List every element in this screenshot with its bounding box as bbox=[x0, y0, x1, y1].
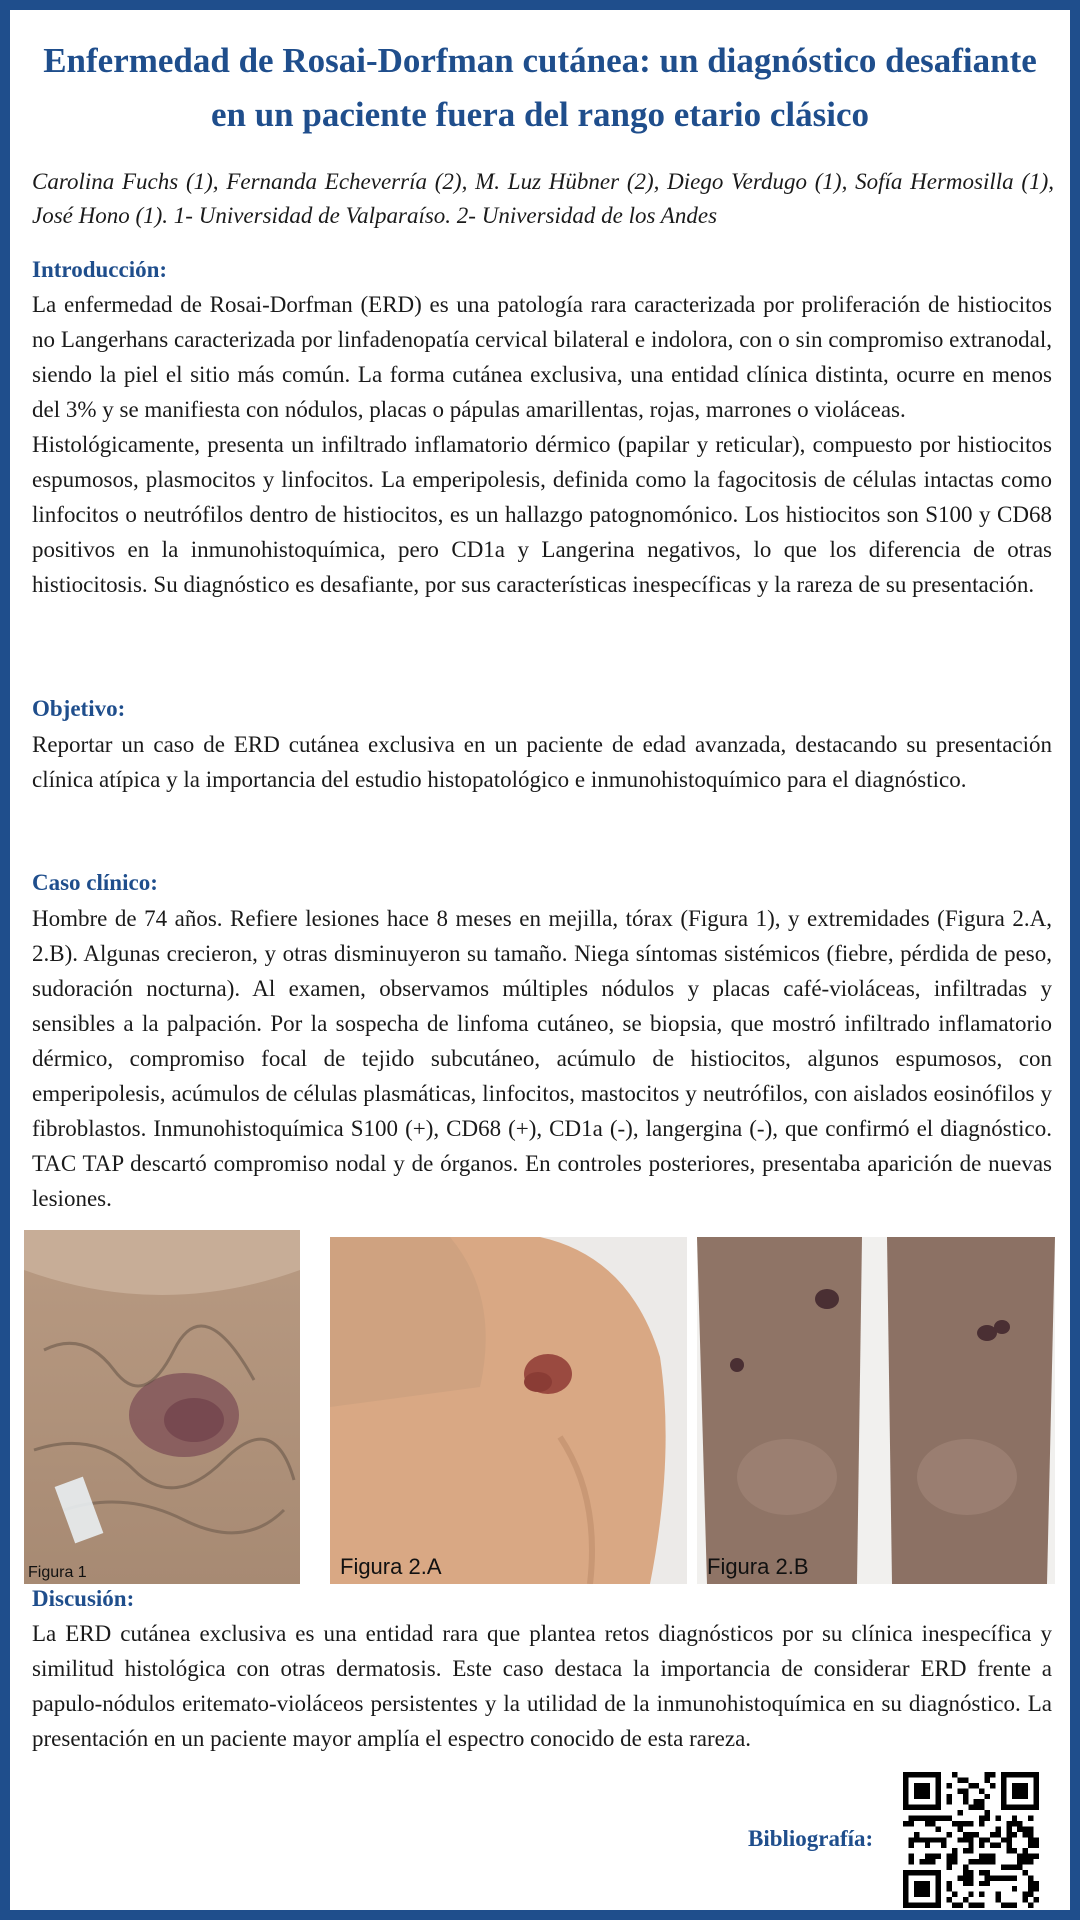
heading-discusion: Discusión: bbox=[32, 1586, 135, 1611]
objetivo-body bbox=[32, 727, 1052, 797]
heading-caso-clinico: Caso clínico: bbox=[32, 870, 158, 895]
introduccion-paragraph-1: La enfermedad de Rosai-Dorfman (ERD) es una patología rara caracterizada por proliferación de histiocitos no Langerhans caracterizada por linfadenopatía cervical bilateral e indolora, con o sin compromiso extranodal, siendo la piel el sitio más común. La forma cutánea exclusiva, una entidad clínica distinta, ocurre en menos del 3% y se manifiesta con nódulos, placas o pápulas amarillentas, rojas, marrones o violáceas. bbox=[32, 292, 1052, 422]
heading-introduccion: Introducción: bbox=[32, 257, 168, 282]
poster-title: Enfermedad de Rosai-Dorfman cutánea: un diagnóstico desafiante en un paciente fuera del rango etario clásico bbox=[43, 41, 1037, 134]
introduccion-body bbox=[32, 287, 1052, 602]
authors-affiliations: Carolina Fuchs (1), Fernanda Echeverría (2), M. Luz Hübner (2), Diego Verdugo (1), Sofía Hermosilla (1), José Hono (1). 1- Universidad de Valparaíso. 2- Universidad de los Andes bbox=[32, 169, 1054, 228]
qr-code-icon bbox=[903, 1772, 1039, 1908]
objetivo-paragraph: Reportar un caso de ERD cutánea exclusiva en un paciente de edad avanzada, destacando su presentación clínica atípica y la importancia del estudio histopatológico e inmunohistoquímico para el diagnóstico. bbox=[32, 732, 1052, 792]
knees-photo-icon bbox=[697, 1237, 1055, 1584]
discusion-paragraph: La ERD cutánea exclusiva es una entidad rara que plantea retos diagnósticos por su clínica inespecífica y similitud histológica con otras dermatosis. Este caso destaca la importancia de considerar ERD frente a papulo-nódulos eritemato-violáceos persistentes y la utilidad de la inmunohistoquímica en su diagnóstico. La presentación en un paciente mayor amplía el espectro conocido de esta rareza. bbox=[32, 1621, 1052, 1751]
heading-bibliografia: Bibliografía: bbox=[748, 1826, 874, 1851]
caso-clinico-body bbox=[32, 901, 1052, 1216]
introduccion-paragraph-2: Histológicamente, presenta un infiltrado inflamatorio dérmico (papilar y reticular), compuesto por histiocitos espumosos, plasmocitos y linfocitos. La emperipolesis, definida como la fagocitosis de células intactas como linfocitos o neutrófilos dentro de histiocitos, es un hallazgo patognomónico. Los histiocitos son S100 y CD68 positivos en la inmunohistoquímica, pero CD1a y Langerina negativos, lo que los diferencia de otras histiocitosis. Su diagnóstico es desafiante, por sus características inespecíficas y la rareza de su presentación. bbox=[32, 432, 1052, 597]
figure-2b-photo bbox=[697, 1237, 1055, 1584]
figure-2a-label: Figura 2.A bbox=[340, 1554, 442, 1579]
figure-2a-photo bbox=[330, 1237, 687, 1584]
figure-1-photo bbox=[24, 1230, 300, 1584]
figure-2b-label: Figura 2.B bbox=[707, 1554, 809, 1579]
figure-1-label: Figura 1 bbox=[28, 1564, 87, 1581]
discusion-body bbox=[32, 1616, 1052, 1756]
chest-photo-icon bbox=[24, 1230, 300, 1584]
bibliography-qr-code[interactable] bbox=[903, 1772, 1039, 1908]
heading-objetivo: Objetivo: bbox=[32, 696, 126, 721]
shoulder-photo-icon bbox=[330, 1237, 687, 1584]
caso-clinico-paragraph: Hombre de 74 años. Refiere lesiones hace 8 meses en mejilla, tórax (Figura 1), y extremidades (Figura 2.A, 2.B). Algunas crecieron, y otras disminuyeron su tamaño. Niega síntomas sistémicos (fiebre, pérdida de peso, sudoración nocturna). Al examen, observamos múltiples nódulos y placas café-violáceas, infiltradas y sensibles a la palpación. Por la sospecha de linfoma cutáneo, se biopsia, que mostró infiltrado inflamatorio dérmico, compromiso focal de tejido subcutáneo, acúmulo de histiocitos, algunos espumosos, con emperipolesis, acúmulos de células plasmáticas, linfocitos, mastocitos y neutrófilos, con aislados eosinófilos y fibroblastos. Inmunohistoquímica S100 (+), CD68 (+), CD1a (-), langergina (-), que confirmó el diagnóstico. TAC TAP descartó compromiso nodal y de órganos. En controles posteriores, presentaba aparición de nuevas lesiones. bbox=[32, 906, 1052, 1211]
